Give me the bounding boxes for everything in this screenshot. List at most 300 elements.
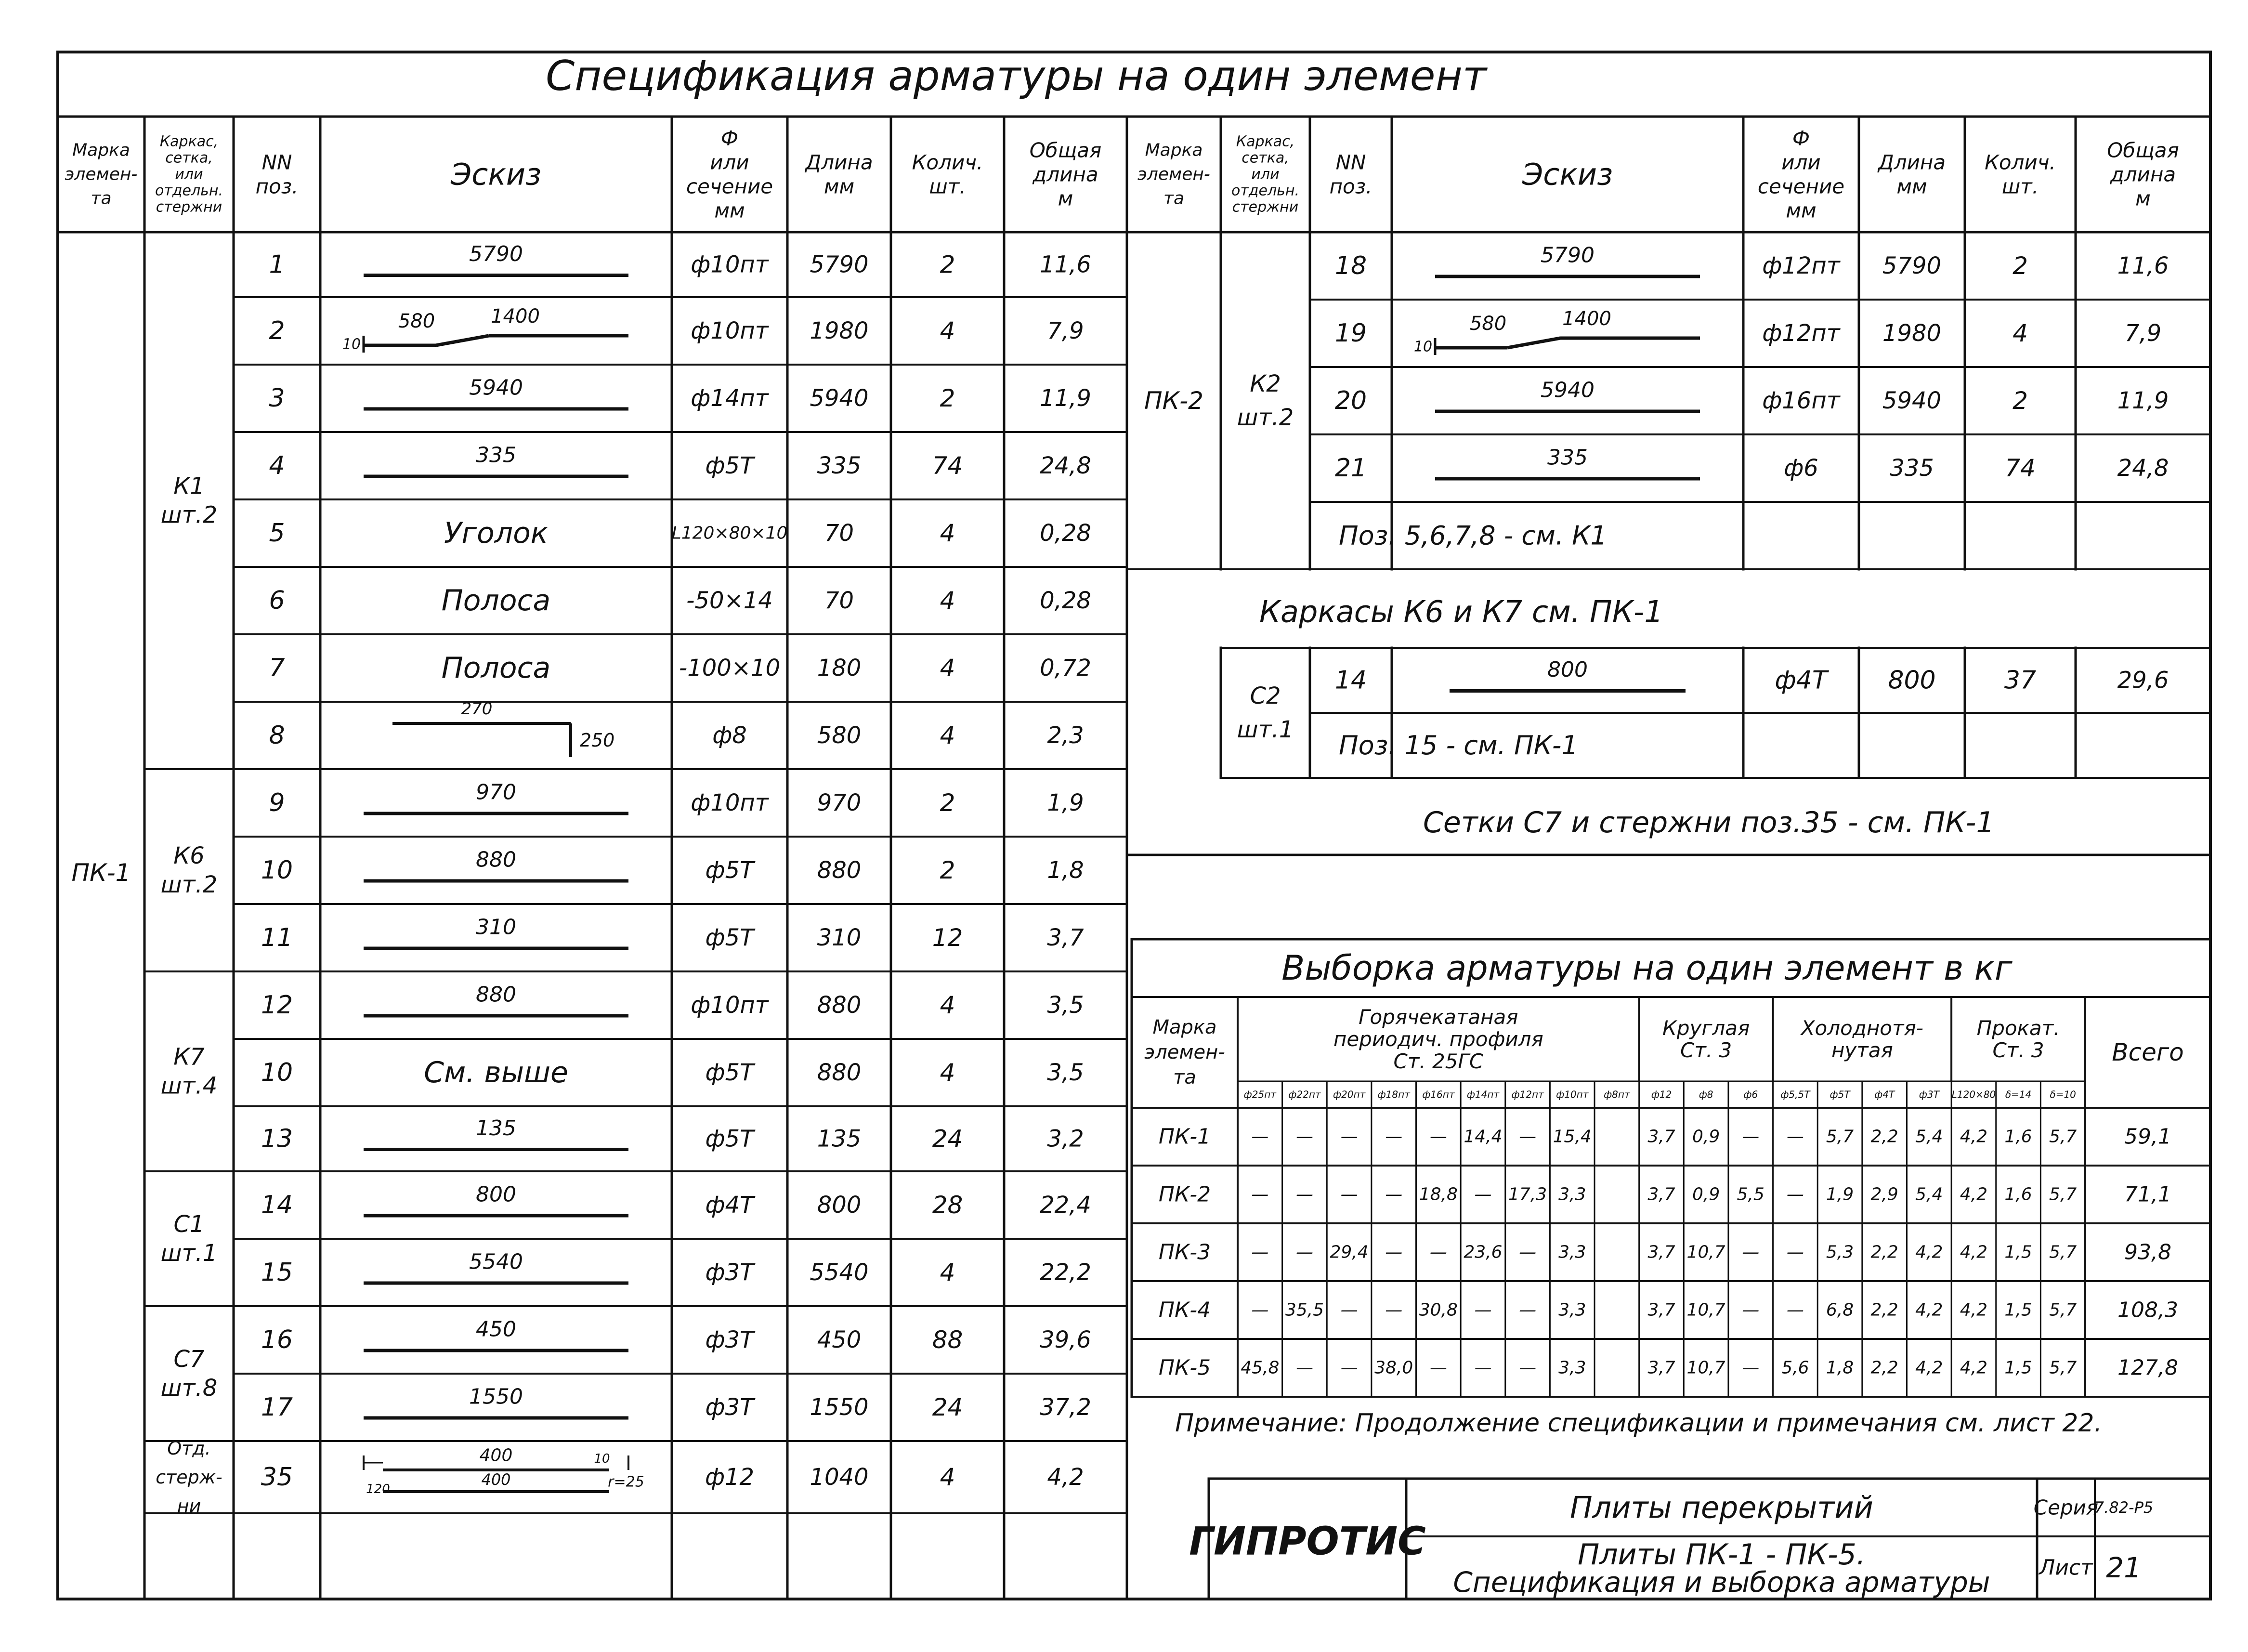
left-header-total: м: [1058, 186, 1073, 210]
left-total: 1,8: [1047, 857, 1084, 884]
selection-header-marka: элемен-: [1144, 1041, 1225, 1063]
right-header-eskiz: Эскиз: [1522, 157, 1613, 192]
left-group-label: ни: [177, 1495, 201, 1517]
left-diam: -50×14: [686, 587, 773, 614]
selection-value: 5,4: [1915, 1184, 1943, 1205]
selection-subheader: ф22пт: [1288, 1088, 1321, 1101]
left-diam: ф8: [712, 722, 747, 749]
right-header-total: м: [2135, 186, 2151, 210]
selection-value: 4,2: [1960, 1127, 1988, 1147]
selection-subheader: δ=14: [2005, 1088, 2032, 1101]
selection-value: 3,7: [1647, 1358, 1675, 1378]
selection-value: 5,4: [1915, 1127, 1943, 1147]
left-sketch-dim: 135: [476, 1116, 516, 1141]
left-group-label: Отд.: [167, 1438, 211, 1459]
left-length: 5790: [810, 251, 869, 278]
left-pos: 35: [261, 1463, 293, 1492]
left-diam: ф5Т: [705, 1059, 754, 1086]
selection-value: 3,7: [1647, 1300, 1675, 1320]
selection-value: 3,7: [1647, 1184, 1675, 1205]
selection-value: 5,7: [2049, 1127, 2077, 1147]
selection-value: 23,6: [1464, 1242, 1503, 1262]
selection-value: 2,2: [1870, 1300, 1898, 1320]
selection-value: —: [1742, 1358, 1760, 1378]
left-sketch-dim: 580: [398, 310, 435, 332]
right-sketch-dim: 10: [1413, 338, 1433, 355]
selection-value: 2,2: [1870, 1127, 1898, 1147]
left-group-label: С1: [173, 1211, 205, 1238]
right-qty: 2: [2013, 387, 2028, 415]
selection-value: —: [1295, 1127, 1313, 1147]
left-qty: 2: [940, 384, 955, 412]
left-sketch-dim: 120: [366, 1482, 390, 1496]
left-total: 24,8: [1040, 452, 1091, 479]
left-header-diam: сечение: [686, 174, 773, 198]
selection-group-cold: Холоднотя-: [1801, 1016, 1923, 1040]
right-sketch-dim: 335: [1547, 445, 1588, 470]
left-pos: 13: [261, 1124, 293, 1154]
selection-value: —: [1429, 1242, 1447, 1262]
left-pos: 2: [269, 316, 285, 345]
left-qty: 4: [940, 317, 955, 345]
selection-total: 71,1: [2124, 1182, 2171, 1207]
selection-header-marka: Марка: [1152, 1016, 1217, 1038]
left-diam: L120×80×10: [671, 523, 788, 543]
selection-value: —: [1429, 1358, 1447, 1378]
left-qty: 88: [932, 1326, 963, 1354]
selection-value: —: [1340, 1184, 1358, 1205]
selection-value: 3,7: [1647, 1242, 1675, 1262]
left-diam: ф5Т: [705, 857, 754, 884]
selection-value: 3,3: [1558, 1184, 1586, 1205]
left-diam: ф10пт: [691, 317, 769, 344]
left-pos: 17: [261, 1393, 293, 1422]
selection-value: 2,2: [1870, 1242, 1898, 1262]
selection-value: 1,8: [1826, 1358, 1854, 1378]
selection-group-cold: нутая: [1831, 1038, 1893, 1062]
selection-value: —: [1340, 1127, 1358, 1147]
left-length: 800: [817, 1192, 862, 1219]
left-qty: 4: [940, 654, 955, 682]
selection-value: 5,7: [1826, 1127, 1854, 1147]
left-total: 39,6: [1040, 1326, 1091, 1353]
left-qty: 24: [932, 1125, 963, 1153]
left-header-total: длина: [1033, 162, 1098, 186]
right-sketch-dim: 5790: [1541, 243, 1595, 268]
selection-value: —: [1519, 1300, 1537, 1320]
left-group-label: стерж-: [156, 1467, 222, 1488]
selection-value: 4,2: [1960, 1242, 1988, 1262]
right-sketch-dim: 1400: [1562, 308, 1611, 330]
left-diam: ф12: [705, 1464, 755, 1491]
right-element-mark: ПК-2: [1144, 387, 1203, 415]
right-header-length: Длина: [1878, 150, 1946, 174]
selection-subheader: ф6: [1743, 1088, 1758, 1101]
right-length: 5940: [1882, 387, 1942, 414]
selection-value: —: [1474, 1184, 1492, 1205]
left-sketch-dim: 400: [479, 1445, 513, 1466]
right-header-karkas: отдельн.: [1231, 182, 1300, 199]
selection-header-total: Всего: [2112, 1038, 2184, 1066]
selection-subheader: δ=10: [2050, 1088, 2076, 1101]
right-header-pos: NN: [1335, 150, 1366, 174]
selection-subheader: ф4Т: [1874, 1088, 1895, 1101]
right-c2-pos: 14: [1334, 666, 1367, 695]
left-pos: 5: [269, 519, 285, 548]
bottom-note: Примечание: Продолжение спецификации и примечания см. лист 22.: [1175, 1409, 2102, 1438]
left-total: 11,9: [1040, 385, 1091, 412]
right-pos: 18: [1334, 251, 1367, 280]
right-diam: ф12пт: [1762, 252, 1840, 279]
left-total: 3,7: [1047, 924, 1084, 951]
right-length: 5790: [1882, 252, 1942, 279]
left-total: 22,4: [1040, 1192, 1091, 1219]
selection-value: —: [1385, 1242, 1403, 1262]
left-diam: ф3Т: [705, 1394, 754, 1421]
left-qty: 4: [940, 587, 955, 615]
main-title: Спецификация арматуры на один элемент: [546, 52, 1487, 100]
left-sketch-dim: 335: [476, 443, 516, 468]
selection-value: 1,6: [2004, 1127, 2032, 1147]
right-group-label: шт.2: [1237, 404, 1294, 431]
selection-value: 5,7: [2049, 1300, 2077, 1320]
left-length: 1980: [810, 317, 869, 344]
left-length: 310: [817, 924, 862, 951]
selection-value: 6,8: [1826, 1300, 1854, 1320]
selection-value: 1,5: [2004, 1300, 2032, 1320]
selection-subheader: L120×80: [1951, 1088, 1996, 1101]
selection-value: —: [1340, 1358, 1358, 1378]
left-pos: 9: [269, 788, 285, 817]
selection-value: —: [1251, 1242, 1269, 1262]
selection-value: 1,5: [2004, 1242, 2032, 1262]
left-length: 1040: [810, 1464, 869, 1491]
selection-mark: ПК-5: [1158, 1355, 1211, 1380]
right-header-total: Общая: [2107, 138, 2179, 162]
left-sketch-dim: 5540: [469, 1249, 523, 1274]
right-pos: 20: [1334, 386, 1367, 415]
left-total: 37,2: [1040, 1394, 1091, 1421]
left-group-label: К1: [173, 472, 205, 500]
selection-value: 29,4: [1330, 1242, 1369, 1262]
left-sketch-dim: r=25: [608, 1473, 644, 1491]
left-length: 335: [817, 452, 862, 479]
left-length: 135: [817, 1125, 862, 1153]
selection-value: 15,4: [1553, 1127, 1592, 1147]
stamp-org: ГИПРОТИС: [1189, 1519, 1426, 1564]
left-diam: ф3Т: [705, 1259, 754, 1286]
right-header-karkas: стержни: [1232, 198, 1299, 216]
left-header-eskiz: Эскиз: [450, 157, 542, 192]
selection-value: 35,5: [1285, 1300, 1324, 1320]
right-note-c7: Сетки С7 и стержни поз.35 - см. ПК-1: [1423, 806, 1995, 839]
left-length: 880: [817, 857, 862, 884]
left-pos: 14: [261, 1191, 293, 1219]
left-pos: 4: [269, 451, 285, 480]
left-diam: ф10пт: [691, 789, 769, 816]
right-header-diam: или: [1781, 150, 1821, 174]
right-length: 1980: [1882, 320, 1942, 347]
left-pos: 12: [261, 991, 293, 1020]
selection-total: 127,8: [2117, 1355, 2178, 1380]
left-length: 580: [817, 722, 862, 749]
left-sketch-text: Полоса: [441, 584, 551, 617]
selection-group-round: Ст. 3: [1680, 1038, 1732, 1062]
left-header-length: Длина: [805, 150, 873, 174]
right-pos: 21: [1334, 454, 1367, 483]
selection-value: 4,2: [1915, 1242, 1943, 1262]
left-qty: 2: [940, 789, 955, 817]
selection-value: 3,7: [1647, 1127, 1675, 1147]
selection-value: —: [1385, 1184, 1403, 1205]
left-header-karkas: Каркас,: [159, 133, 219, 150]
selection-value: —: [1340, 1300, 1358, 1320]
right-header-total: длина: [2110, 162, 2176, 186]
stamp-title-3: Спецификация и выборка арматуры: [1453, 1566, 1990, 1599]
left-total: 4,2: [1047, 1464, 1084, 1491]
right-sketch-dim: 800: [1547, 657, 1588, 682]
left-length: 970: [817, 789, 862, 816]
left-pos: 7: [269, 654, 285, 682]
selection-subheader: ф5,5Т: [1780, 1088, 1810, 1101]
right-header-diam: Ф: [1792, 126, 1810, 150]
left-sketch-dim: 10: [594, 1452, 610, 1466]
selection-subheader: ф25пт: [1243, 1088, 1276, 1101]
right-header-karkas: или: [1251, 166, 1280, 183]
left-diam: ф10пт: [691, 992, 769, 1019]
left-qty: 2: [940, 856, 955, 884]
selection-value: 5,6: [1781, 1358, 1809, 1378]
left-header-marka: та: [91, 188, 112, 209]
left-total: 22,2: [1040, 1259, 1091, 1286]
left-group-label: шт.4: [160, 1072, 218, 1100]
selection-value: 3,3: [1558, 1242, 1586, 1262]
selection-value: —: [1385, 1300, 1403, 1320]
left-qty: 12: [932, 924, 963, 952]
right-header-karkas: сетка,: [1242, 149, 1289, 167]
selection-value: 10,7: [1686, 1300, 1725, 1320]
selection-value: 4,2: [1960, 1358, 1988, 1378]
right-qty: 74: [2005, 454, 2036, 482]
left-pos: 10: [261, 856, 293, 885]
right-diam: ф16пт: [1762, 387, 1840, 414]
selection-value: 4,2: [1915, 1300, 1943, 1320]
selection-value: 5,3: [1826, 1242, 1854, 1262]
selection-value: 1,5: [2004, 1358, 2032, 1378]
selection-group-rolled: Ст. 3: [1992, 1038, 2044, 1062]
selection-total: 93,8: [2124, 1240, 2171, 1265]
selection-value: 1,9: [1826, 1184, 1854, 1205]
left-total: 3,5: [1047, 992, 1084, 1019]
left-sketch-dim: 970: [476, 780, 516, 805]
left-sketch-dim: 800: [476, 1182, 516, 1207]
left-pos: 3: [269, 384, 285, 413]
left-qty: 4: [940, 991, 955, 1019]
selection-subheader: ф14пт: [1466, 1088, 1500, 1101]
selection-value: 4,2: [1915, 1358, 1943, 1378]
right-qty: 4: [2013, 319, 2028, 347]
left-qty: 2: [940, 250, 955, 279]
left-length: 450: [817, 1326, 862, 1353]
selection-value: 45,8: [1241, 1358, 1280, 1378]
left-group-label: шт.2: [160, 871, 218, 898]
left-diam: ф5Т: [705, 924, 754, 951]
left-length: 880: [817, 992, 862, 1019]
left-diam: ф3Т: [705, 1326, 754, 1353]
left-pos: 6: [269, 586, 285, 615]
selection-value: —: [1251, 1184, 1269, 1205]
selection-value: —: [1385, 1127, 1403, 1147]
selection-value: 2,9: [1870, 1184, 1898, 1205]
left-total: 3,2: [1047, 1125, 1084, 1153]
right-c2-length: 800: [1888, 666, 1936, 695]
left-group-label: шт.1: [160, 1240, 218, 1267]
left-sketch-dim: 880: [476, 982, 516, 1007]
left-sketch-dim: 250: [579, 730, 615, 751]
selection-value: 0,9: [1692, 1127, 1720, 1147]
right-pos: 19: [1334, 319, 1367, 348]
left-sketch-dim: 1550: [469, 1384, 523, 1409]
right-note-k6k7: Каркасы К6 и К7 см. ПК-1: [1259, 594, 1663, 629]
selection-value: 1,6: [2004, 1184, 2032, 1205]
left-length: 880: [817, 1059, 862, 1086]
left-total: 2,3: [1047, 722, 1084, 749]
selection-value: —: [1786, 1184, 1804, 1205]
left-pos: 8: [269, 721, 285, 750]
right-header-diam: мм: [1786, 198, 1817, 223]
selection-value: —: [1519, 1358, 1537, 1378]
left-diam: ф5Т: [705, 1125, 754, 1153]
left-pos: 11: [261, 923, 293, 952]
selection-mark: ПК-3: [1158, 1240, 1211, 1265]
selection-value: —: [1251, 1300, 1269, 1320]
left-diam: ф4Т: [705, 1192, 754, 1219]
selection-value: 4,2: [1960, 1184, 1988, 1205]
left-diam: ф14пт: [691, 385, 769, 412]
right-note-k2: Поз. 5,6,7,8 - см. К1: [1339, 520, 1607, 551]
selection-subheader: ф20пт: [1333, 1088, 1366, 1101]
left-pos: 1: [269, 250, 285, 279]
left-element-mark: ПК-1: [71, 859, 131, 887]
left-sketch-text: См. выше: [424, 1056, 568, 1089]
right-qty: 2: [2013, 252, 2028, 280]
left-length: 1550: [810, 1394, 869, 1421]
selection-value: 3,3: [1558, 1358, 1586, 1378]
selection-value: —: [1295, 1184, 1313, 1205]
left-header-pos: поз.: [255, 174, 299, 198]
left-sketch-dim: 1400: [491, 305, 540, 328]
left-total: 1,9: [1047, 789, 1084, 816]
left-diam: -100×10: [679, 655, 781, 682]
right-header-qty: Колич.: [1985, 150, 2056, 174]
left-sketch-dim: 310: [476, 915, 516, 940]
left-sketch-dim: 5790: [469, 242, 523, 266]
right-header-marka: Марка: [1145, 140, 1203, 160]
left-total: 7,9: [1047, 317, 1084, 344]
left-qty: 4: [940, 519, 955, 547]
left-total: 0,72: [1040, 655, 1091, 682]
right-c2-qty: 37: [2004, 666, 2037, 695]
selection-value: —: [1786, 1127, 1804, 1147]
right-group-label-c2: С2: [1250, 682, 1281, 709]
left-total: 3,5: [1047, 1059, 1084, 1086]
left-header-length: мм: [823, 174, 855, 198]
left-group-label: К7: [173, 1043, 205, 1071]
selection-value: 38,0: [1374, 1358, 1413, 1378]
right-length: 335: [1890, 455, 1934, 482]
selection-value: —: [1474, 1358, 1492, 1378]
left-qty: 4: [940, 1059, 955, 1087]
left-length: 70: [824, 520, 854, 547]
selection-value: 3,3: [1558, 1300, 1586, 1320]
left-group-label: шт.2: [160, 501, 218, 529]
right-total: 7,9: [2124, 320, 2162, 347]
selection-value: —: [1786, 1242, 1804, 1262]
left-pos: 10: [261, 1058, 293, 1087]
left-bar-line: [436, 336, 489, 345]
left-header-diam: или: [710, 150, 749, 174]
stamp-series: 7.82-Р5: [2094, 1498, 2154, 1517]
selection-value: —: [1519, 1127, 1537, 1147]
left-header-diam: мм: [714, 198, 745, 223]
right-header-karkas: Каркас,: [1236, 133, 1295, 150]
selection-subheader: ф18пт: [1377, 1088, 1410, 1101]
selection-value: 5,5: [1737, 1184, 1764, 1205]
selection-subheader: ф8пт: [1604, 1088, 1630, 1101]
stamp-series-label: Серия: [2033, 1495, 2099, 1520]
selection-subheader: ф12: [1651, 1088, 1672, 1101]
left-diam: ф10пт: [691, 251, 769, 278]
left-header-total: Общая: [1029, 138, 1102, 162]
left-sketch-dim: 10: [342, 336, 361, 353]
selection-group-rolled: Прокат.: [1976, 1016, 2060, 1040]
left-sketch-dim: 880: [476, 847, 516, 872]
selection-value: 18,8: [1419, 1184, 1458, 1205]
selection-value: 17,3: [1508, 1184, 1547, 1205]
selection-value: —: [1251, 1127, 1269, 1147]
selection-group-hot: Горячекатаная: [1359, 1005, 1518, 1029]
left-sketch-dim: 400: [481, 1470, 511, 1489]
right-total: 11,9: [2117, 387, 2169, 414]
right-diam: ф6: [1784, 455, 1818, 482]
stamp-sheet-label: Лист: [2039, 1555, 2093, 1580]
selection-mark: ПК-1: [1158, 1124, 1211, 1149]
right-header-length: мм: [1896, 174, 1927, 198]
selection-group-round: Круглая: [1662, 1016, 1750, 1040]
stamp-title-1: Плиты перекрытий: [1570, 1490, 1873, 1525]
selection-total: 108,3: [2117, 1298, 2178, 1323]
right-header-marka: та: [1163, 188, 1185, 209]
left-pos: 15: [261, 1258, 293, 1287]
right-c2-diam: ф4Т: [1775, 666, 1828, 695]
right-total: 24,8: [2117, 455, 2169, 482]
left-pos: 16: [261, 1325, 293, 1354]
selection-value: —: [1474, 1300, 1492, 1320]
selection-subheader: ф10пт: [1556, 1088, 1589, 1101]
left-header-karkas: сетка,: [165, 149, 213, 167]
left-qty: 4: [940, 1463, 955, 1491]
left-qty: 28: [932, 1191, 963, 1219]
selection-header-marka: та: [1173, 1066, 1196, 1088]
selection-value: 10,7: [1686, 1358, 1725, 1378]
right-sketch-dim: 580: [1469, 313, 1507, 335]
right-group-label-c2: шт.1: [1237, 716, 1294, 743]
right-note-c2: Поз. 15 - см. ПК-1: [1339, 730, 1578, 760]
selection-mark: ПК-4: [1158, 1298, 1211, 1323]
selection-value: —: [1295, 1358, 1313, 1378]
stamp-title-2: Плиты ПК-1 - ПК-5.: [1578, 1538, 1866, 1572]
right-header-marka: элемен-: [1137, 164, 1210, 184]
